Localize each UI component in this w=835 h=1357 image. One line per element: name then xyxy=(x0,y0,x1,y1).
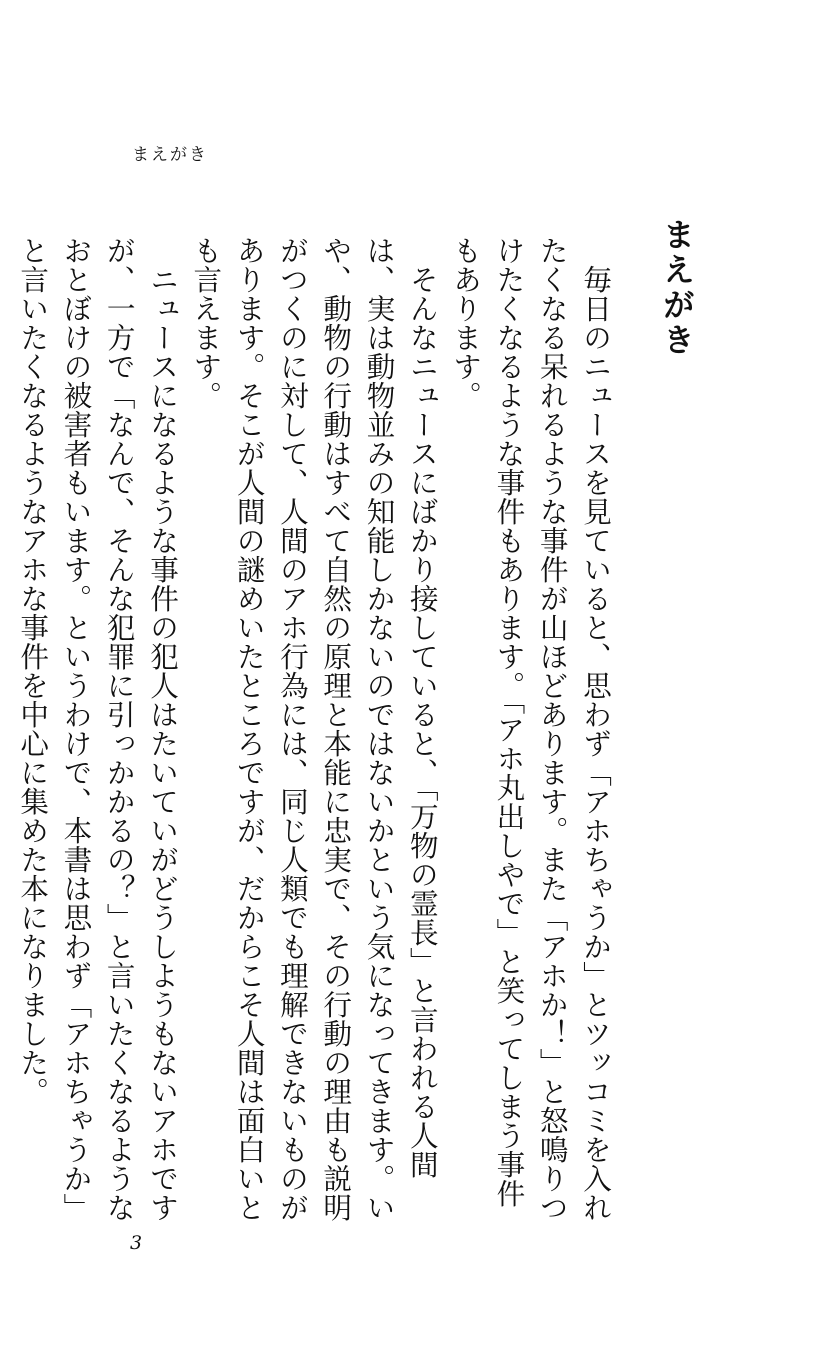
running-head: まえがき xyxy=(132,145,208,165)
body-text xyxy=(11,236,617,1236)
paragraph-3: ニュースになるような事件の犯人はたいていがどうしようもないアホですが、一方で「なんで、そんな犯罪に引っかかるの？」と言いたくなるようなおとぼけの被害者もいます。というわけで、本書は思わず「アホちゃうか」と言いたくなるようなアホな事件を中心に集めた本になりました。 xyxy=(16,236,181,1222)
page-number: 3 xyxy=(130,1232,143,1254)
chapter-title: まえがき xyxy=(658,218,696,358)
paragraph-1: 毎日のニュースを見ていると、思わず「アホちゃうか」とツッコミを入れたくなる呆れるような事件が山ほどあります。また「アホか！」と怒鳴りつけたくなるような事件もあります。「アホ丸出しやで」と笑ってしまう事件もあります。 xyxy=(449,236,613,1222)
paragraph-2: そんなニュースにばかり接していると、「万物の霊長」と言われる人間は、実は動物並みの知能しかないのではないかという気になってきます。いや、動物の行動はすべて自然の原理と本能に忠実で、その行動の理由も説明がつくのに対して、人間のアホ行為には、同じ人類でも理解できないものがあります。そこが人間の謎めいたところですが、だからこそ人間は面白いとも言えます。 xyxy=(189,236,440,1222)
